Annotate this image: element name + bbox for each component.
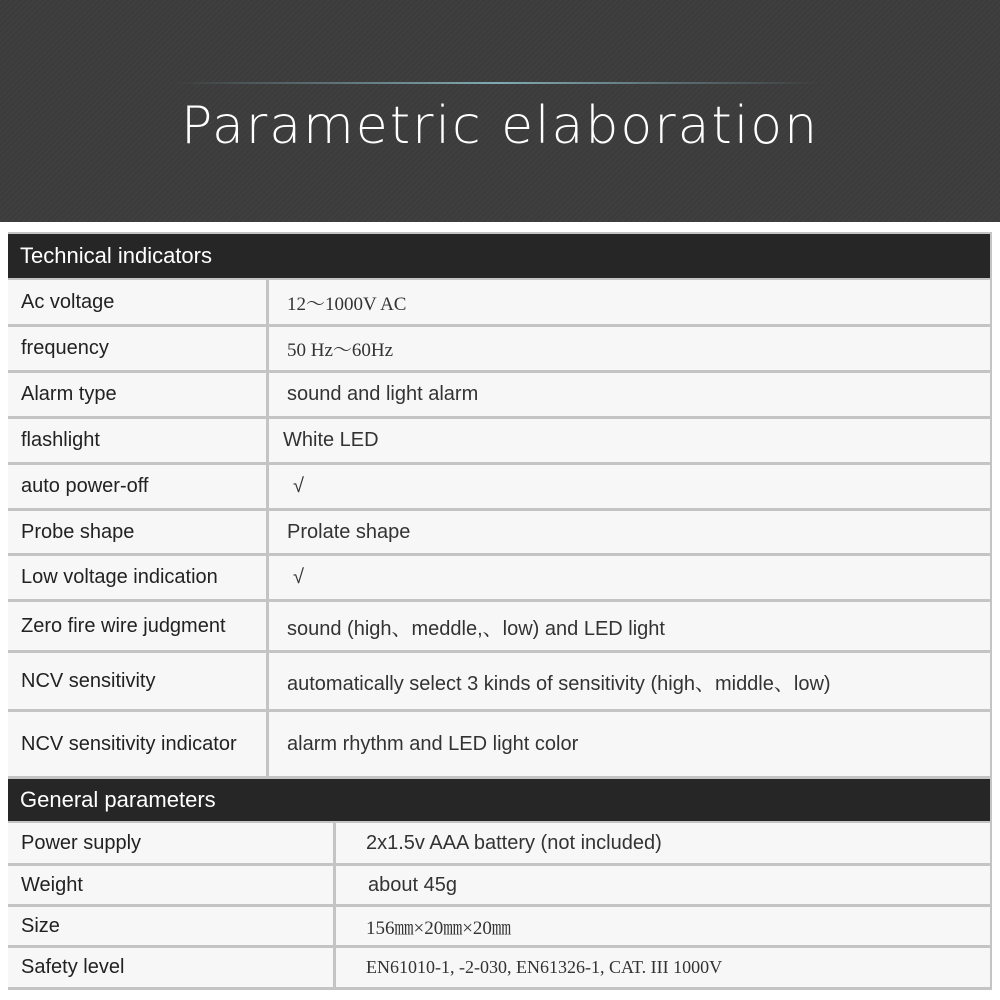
row-label: Probe shape — [8, 511, 266, 553]
row-value: 2x1.5v AAA battery (not included) — [336, 823, 990, 863]
section-header-general — [8, 779, 990, 821]
page-title: Parametric elaboration — [180, 96, 820, 156]
row-value: 12～1000V AC — [269, 280, 990, 324]
row-label: flashlight — [8, 419, 266, 462]
row-value: 156㎜×20㎜×20㎜ — [336, 907, 990, 945]
title-banner — [0, 0, 1000, 222]
row-label: Alarm type — [8, 373, 266, 416]
table-row — [8, 465, 990, 508]
row-value: 50 Hz～60Hz — [269, 327, 990, 370]
row-value: EN61010-1, -2-030, EN61326-1, CAT. III 1000V — [336, 948, 990, 987]
row-label: Low voltage indication — [8, 556, 266, 599]
section-title-technical: Technical indicators — [20, 243, 212, 268]
check-mark: √ — [269, 556, 990, 599]
table-row — [8, 948, 990, 987]
row-value: automatically select 3 kinds of sensitivity (high、middle、low) — [269, 653, 990, 709]
section-title-general: General parameters — [20, 787, 216, 812]
table-row — [8, 280, 990, 324]
table-row — [8, 602, 990, 650]
table-row — [8, 907, 990, 945]
row-label: Weight — [8, 866, 333, 904]
row-value: sound and light alarm — [269, 373, 990, 416]
check-mark: √ — [269, 465, 990, 508]
table-row — [8, 823, 990, 863]
row-label: Zero fire wire judgment — [8, 602, 266, 650]
table-row — [8, 419, 990, 462]
row-label: auto power-off — [8, 465, 266, 508]
table-row — [8, 373, 990, 416]
banner-divider — [175, 82, 820, 84]
table-row — [8, 653, 990, 709]
section-header-technical — [8, 234, 990, 278]
row-value: White LED — [269, 419, 990, 462]
row-label: frequency — [8, 327, 266, 370]
row-label: Power supply — [8, 823, 333, 863]
table-row — [8, 556, 990, 599]
row-value: Prolate shape — [269, 511, 990, 553]
table-row — [8, 327, 990, 370]
row-label: NCV sensitivity indicator — [8, 712, 266, 776]
row-label: NCV sensitivity — [8, 653, 266, 709]
row-value: about 45g — [336, 866, 990, 904]
row-value: alarm rhythm and LED light color — [269, 712, 990, 776]
table-row — [8, 866, 990, 904]
row-value: sound (high、meddle,、low) and LED light — [269, 602, 990, 650]
row-label: Safety level — [8, 948, 333, 987]
table-row — [8, 712, 990, 776]
row-label: Size — [8, 907, 333, 945]
row-label: Ac voltage — [8, 280, 266, 324]
table-row — [8, 511, 990, 553]
